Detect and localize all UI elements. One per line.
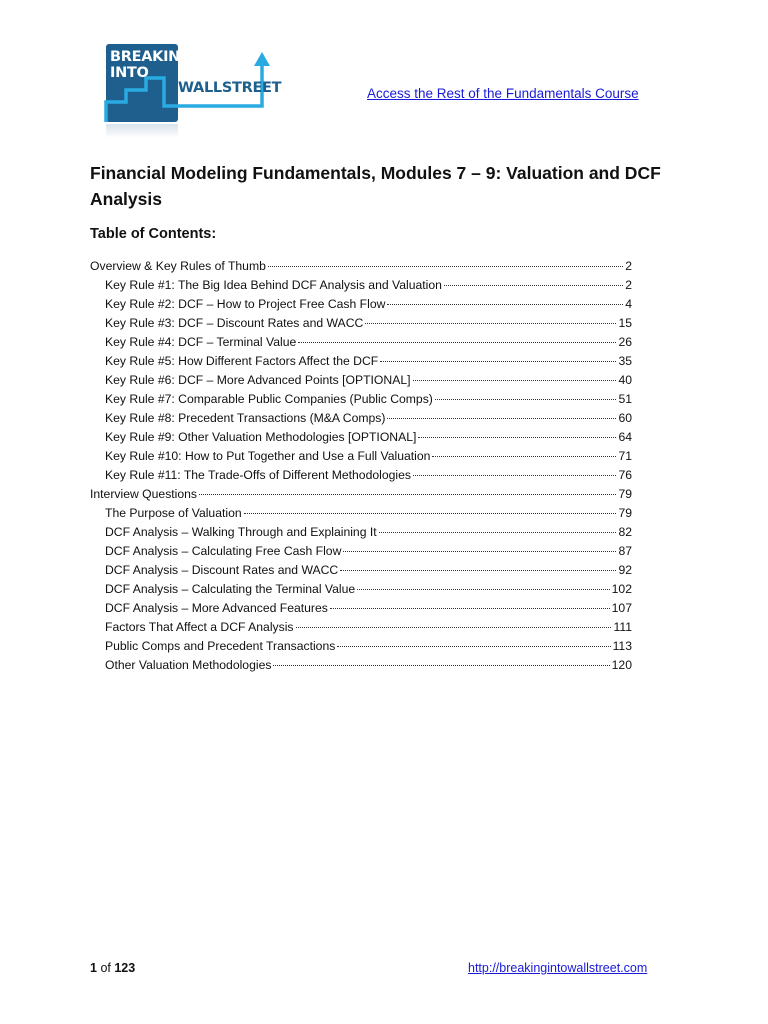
toc-entry[interactable] bbox=[90, 354, 632, 373]
toc-entry-title: Interview Questions bbox=[90, 487, 198, 501]
toc-entry-page: 26 bbox=[618, 335, 632, 349]
toc-entry-page: 79 bbox=[618, 506, 632, 520]
toc-entry[interactable] bbox=[90, 487, 632, 506]
toc-entry-page: 2 bbox=[625, 278, 632, 292]
toc-dot-leader bbox=[298, 341, 616, 343]
toc-entry-page: 87 bbox=[618, 544, 632, 558]
toc-entry-page: 2 bbox=[625, 259, 632, 273]
page-of: of bbox=[100, 961, 111, 975]
table-of-contents bbox=[90, 259, 632, 677]
toc-entry-page: 60 bbox=[618, 411, 632, 425]
toc-dot-leader bbox=[357, 588, 609, 590]
toc-entry-title: Overview & Key Rules of Thumb bbox=[90, 259, 266, 273]
toc-entry[interactable] bbox=[90, 430, 632, 449]
toc-dot-leader bbox=[387, 303, 623, 305]
toc-dot-leader bbox=[330, 607, 610, 609]
toc-dot-leader bbox=[435, 398, 617, 400]
toc-entry[interactable] bbox=[90, 411, 632, 430]
toc-entry-page: 71 bbox=[618, 449, 632, 463]
toc-entry[interactable] bbox=[90, 449, 632, 468]
page-total: 123 bbox=[114, 961, 136, 975]
toc-entry[interactable] bbox=[90, 259, 632, 278]
course-link[interactable]: Access the Rest of the Fundamentals Course bbox=[367, 86, 639, 101]
toc-entry-page: 113 bbox=[612, 639, 632, 653]
toc-entry-title: DCF Analysis – Calculating the Terminal Value bbox=[105, 582, 356, 596]
toc-entry-title: The Purpose of Valuation bbox=[105, 506, 242, 520]
toc-entry[interactable] bbox=[90, 335, 632, 354]
toc-entry[interactable] bbox=[90, 544, 632, 563]
toc-entry-page: 40 bbox=[618, 373, 632, 387]
toc-entry-page: 35 bbox=[618, 354, 632, 368]
toc-entry-title: Key Rule #6: DCF – More Advanced Points [OPTIONAL] bbox=[105, 373, 411, 387]
toc-entry[interactable] bbox=[90, 563, 632, 582]
page-number bbox=[90, 961, 135, 975]
toc-entry[interactable] bbox=[90, 620, 632, 639]
logo-reflection bbox=[106, 124, 178, 138]
toc-entry-page: 79 bbox=[618, 487, 632, 501]
toc-dot-leader bbox=[413, 474, 616, 476]
toc-entry-page: 51 bbox=[618, 392, 632, 406]
toc-dot-leader bbox=[380, 360, 616, 362]
document-title: Financial Modeling Fundamentals, Modules 7 – 9: Valuation and DCF Analysis bbox=[90, 163, 661, 209]
logo-text-into: INTO bbox=[110, 65, 149, 81]
toc-dot-leader bbox=[244, 512, 617, 514]
toc-entry[interactable] bbox=[90, 658, 632, 677]
toc-dot-leader bbox=[268, 265, 623, 267]
toc-dot-leader bbox=[296, 626, 612, 628]
toc-dot-leader bbox=[340, 569, 616, 571]
breaking-into-wallstreet-logo bbox=[104, 44, 282, 140]
logo-text-wallstreet: WALLSTREET bbox=[178, 80, 282, 96]
toc-dot-leader bbox=[343, 550, 616, 552]
toc-entry-title: Factors That Affect a DCF Analysis bbox=[105, 620, 294, 634]
toc-entry-title: Public Comps and Precedent Transactions bbox=[105, 639, 336, 653]
toc-entry[interactable] bbox=[90, 392, 632, 411]
toc-entry-title: Key Rule #10: How to Put Together and Use a Full Valuation bbox=[105, 449, 431, 463]
toc-dot-leader bbox=[387, 417, 616, 419]
toc-entry-title: DCF Analysis – More Advanced Features bbox=[105, 601, 328, 615]
toc-entry-page: 92 bbox=[618, 563, 632, 577]
toc-entry-page: 82 bbox=[618, 525, 632, 539]
toc-entry-title: Key Rule #11: The Trade-Offs of Different Methodologies bbox=[105, 468, 411, 482]
toc-entry[interactable] bbox=[90, 278, 632, 297]
toc-entry-title: DCF Analysis – Discount Rates and WACC bbox=[105, 563, 339, 577]
toc-dot-leader bbox=[337, 645, 610, 647]
toc-entry-title: Key Rule #5: How Different Factors Affect the DCF bbox=[105, 354, 379, 368]
toc-entry-page: 76 bbox=[618, 468, 632, 482]
toc-dot-leader bbox=[365, 322, 616, 324]
toc-entry-page: 120 bbox=[611, 658, 632, 672]
toc-entry[interactable] bbox=[90, 468, 632, 487]
toc-dot-leader bbox=[199, 493, 616, 495]
toc-entry[interactable] bbox=[90, 601, 632, 620]
toc-heading: Table of Contents: bbox=[90, 226, 217, 242]
page-current: 1 bbox=[90, 961, 97, 975]
toc-entry-page: 64 bbox=[618, 430, 632, 444]
toc-dot-leader bbox=[418, 436, 616, 438]
toc-entry-page: 102 bbox=[611, 582, 632, 596]
website-link[interactable]: http://breakingintowallstreet.com bbox=[468, 961, 648, 975]
toc-entry[interactable] bbox=[90, 582, 632, 601]
toc-entry[interactable] bbox=[90, 373, 632, 392]
toc-entry-page: 107 bbox=[611, 601, 632, 615]
toc-entry-title: DCF Analysis – Calculating Free Cash Flow bbox=[105, 544, 342, 558]
toc-entry[interactable] bbox=[90, 506, 632, 525]
toc-entry-page: 4 bbox=[625, 297, 632, 311]
toc-entry-title: Key Rule #3: DCF – Discount Rates and WACC bbox=[105, 316, 364, 330]
logo-text-breaking: BREAKING bbox=[110, 49, 192, 65]
toc-entry-title: Other Valuation Methodologies bbox=[105, 658, 272, 672]
toc-dot-leader bbox=[413, 379, 617, 381]
toc-entry-page: 15 bbox=[618, 316, 632, 330]
toc-entry-page: 111 bbox=[613, 620, 632, 634]
toc-entry-title: Key Rule #1: The Big Idea Behind DCF Analysis and Valuation bbox=[105, 278, 442, 292]
toc-entry-title: Key Rule #8: Precedent Transactions (M&A Comps) bbox=[105, 411, 386, 425]
toc-entry[interactable] bbox=[90, 639, 632, 658]
toc-entry[interactable] bbox=[90, 297, 632, 316]
toc-entry[interactable] bbox=[90, 525, 632, 544]
toc-entry-title: Key Rule #7: Comparable Public Companies (Public Comps) bbox=[105, 392, 433, 406]
toc-entry-title: Key Rule #4: DCF – Terminal Value bbox=[105, 335, 297, 349]
toc-entry-title: DCF Analysis – Walking Through and Explaining It bbox=[105, 525, 377, 539]
toc-dot-leader bbox=[432, 455, 616, 457]
toc-dot-leader bbox=[273, 664, 609, 666]
toc-entry[interactable] bbox=[90, 316, 632, 335]
toc-entry-title: Key Rule #9: Other Valuation Methodologies [OPTIONAL] bbox=[105, 430, 417, 444]
toc-dot-leader bbox=[379, 531, 617, 533]
toc-dot-leader bbox=[444, 284, 623, 286]
toc-entry-title: Key Rule #2: DCF – How to Project Free Cash Flow bbox=[105, 297, 386, 311]
